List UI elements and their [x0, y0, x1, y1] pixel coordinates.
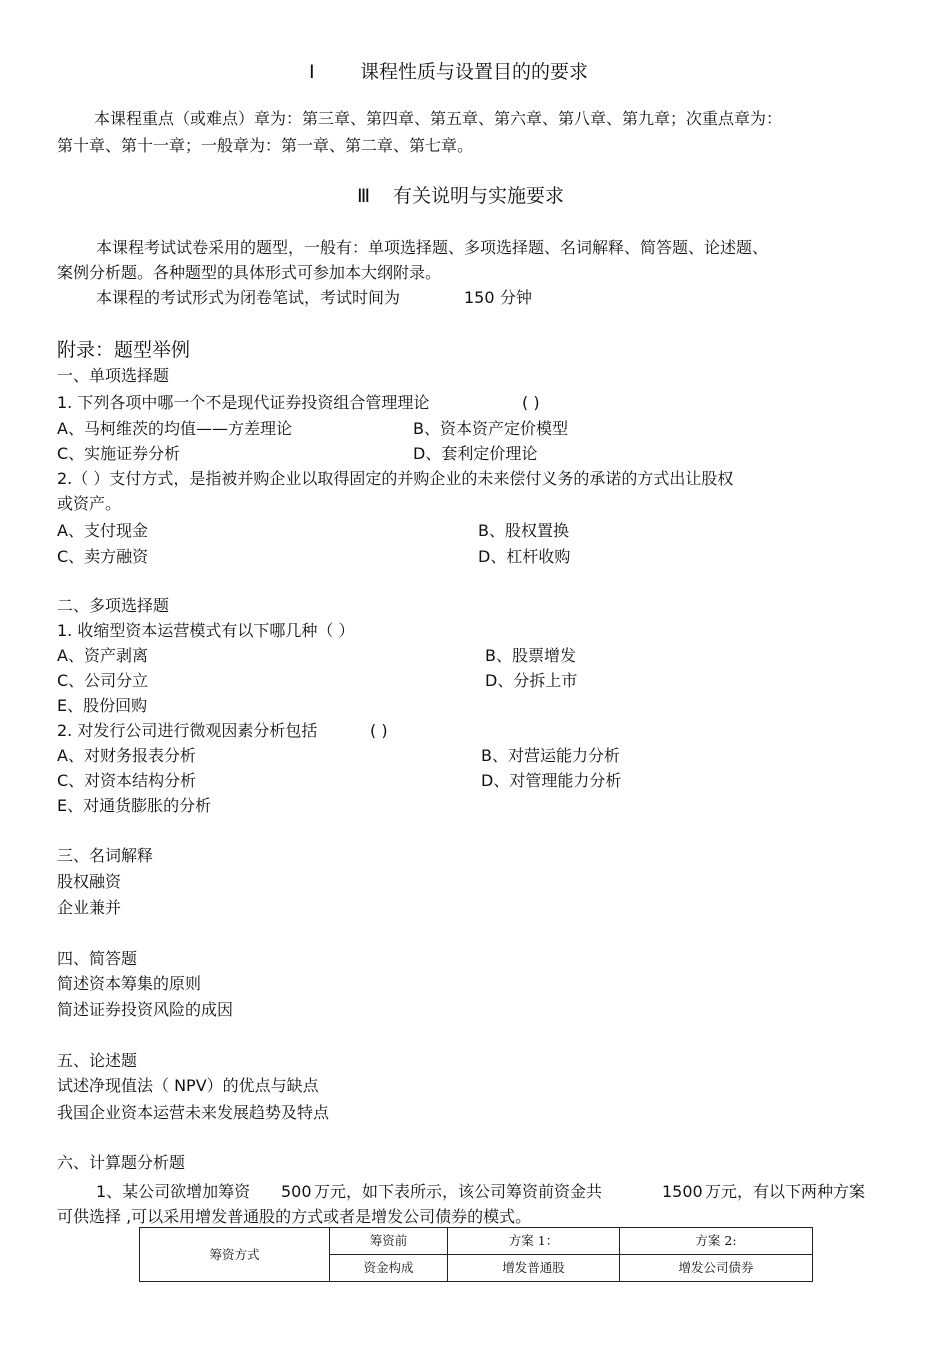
essay-heading: 五、论述题 — [57, 1051, 138, 1070]
section-1-numeral: Ⅰ — [309, 61, 315, 83]
multi-q2-option-a: A、对财务报表分析 — [57, 746, 196, 765]
section-3-para1-line2: 案例分析题。各种题型的具体形式可参加本大纲附录。 — [57, 263, 442, 282]
multi-q2-option-e: E、对通货膨胀的分析 — [57, 796, 212, 815]
calc-q1-amount1: 500 — [281, 1182, 312, 1201]
multi-q1-option-b: B、股票增发 — [485, 646, 576, 665]
calc-heading: 六、计算题分析题 — [57, 1153, 186, 1172]
section-1-title: 课程性质与设置目的的要求 — [360, 61, 589, 83]
calc-q1-amount2: 1500 — [662, 1182, 703, 1201]
section-1-para-line1: 本课程重点（或难点）章为：第三章、第四章、第五章、第六章、第八章、第九章；次重点章为： — [94, 109, 783, 128]
calc-q1-line2: 可供选择 ,可以采用增发普通股的方式或者是增发公司债券的模式。 — [57, 1207, 532, 1226]
calc-q1-line1-c: 万元，有以下两种方案 — [705, 1182, 866, 1201]
table-header-financing-method: 筹资方式 — [140, 1228, 330, 1282]
terms-item-1: 股权融资 — [57, 872, 122, 891]
multi-choice-heading: 二、多项选择题 — [57, 596, 170, 615]
single-q1-option-a: A、马柯维茨的均值——方差理论 — [57, 419, 292, 438]
multi-q1-option-c: C、公司分立 — [57, 671, 149, 690]
table-header-plan1-bottom: 增发普通股 — [448, 1255, 620, 1282]
multi-q1-option-e: E、股份回购 — [57, 696, 148, 715]
essay-item-2: 我国企业资本运营未来发展趋势及特点 — [57, 1103, 330, 1122]
multi-q2-text: 2. 对发行公司进行微观因素分析包括 — [57, 721, 318, 740]
table-header-plan2-bottom: 增发公司债券 — [620, 1255, 813, 1282]
single-q2-option-b: B、股权置换 — [478, 521, 569, 540]
section-3-minutes-unit: 分钟 — [500, 288, 533, 307]
single-q2-option-a: A、支付现金 — [57, 521, 148, 540]
single-q2-line1: 2.（ ）支付方式，是指被并购企业以取得固定的并购企业的未来偿付义务的承诺的方式出让股权 — [57, 469, 734, 488]
multi-q2-option-d: D、对管理能力分析 — [481, 771, 622, 790]
single-q1-text: 1. 下列各项中哪一个不是现代证券投资组合管理理论 — [57, 393, 430, 412]
section-3-title: 有关说明与实施要求 — [393, 185, 565, 207]
calc-q1-line1-b: 万元，如下表所示，该公司筹资前资金共 — [314, 1182, 603, 1201]
section-3-numeral: Ⅲ — [357, 185, 371, 207]
multi-q1-text: 1. 收缩型资本运营模式有以下哪几种（ ） — [57, 621, 355, 640]
single-q2-option-c: C、卖方融资 — [57, 547, 149, 566]
single-q1-option-d: D、套利定价理论 — [413, 444, 538, 463]
short-answer-item-1: 简述资本筹集的原则 — [57, 974, 202, 993]
multi-q2-blank: ( ) — [370, 721, 388, 740]
terms-item-2: 企业兼并 — [57, 898, 122, 917]
multi-q2-option-c: C、对资本结构分析 — [57, 771, 197, 790]
table-header-plan2-top: 方案 2: — [620, 1228, 813, 1255]
short-answer-item-2: 简述证券投资风险的成因 — [57, 1000, 234, 1019]
terms-heading: 三、名词解释 — [57, 846, 154, 865]
section-3-para1-line1: 本课程考试试卷采用的题型，一般有：单项选择题、多项选择题、名词解释、简答题、论述题、 — [96, 238, 769, 257]
single-q1-option-c: C、实施证券分析 — [57, 444, 181, 463]
table-header-plan1-top: 方案 1： — [448, 1228, 620, 1255]
section-3-para2: 本课程的考试形式为闭卷笔试，考试时间为 — [96, 288, 401, 307]
single-q1-blank: ( ) — [522, 393, 540, 412]
multi-q2-option-b: B、对营运能力分析 — [481, 746, 620, 765]
short-answer-heading: 四、简答题 — [57, 949, 138, 968]
multi-q1-option-d: D、分拆上市 — [485, 671, 578, 690]
financing-table — [139, 1227, 813, 1282]
table-row — [140, 1228, 813, 1255]
single-q1-option-b: B、资本资产定价模型 — [413, 419, 568, 438]
essay-item-1: 试述净现值法（ NPV）的优点与缺点 — [57, 1076, 319, 1095]
single-q2-option-d: D、杠杆收购 — [478, 547, 571, 566]
appendix-title: 附录：题型举例 — [57, 339, 191, 361]
single-q2-line2: 或资产。 — [57, 494, 122, 513]
table-header-before-top: 筹资前 — [330, 1228, 448, 1255]
table-header-before-bottom: 资金构成 — [330, 1255, 448, 1282]
section-3-minutes: 150 — [464, 288, 495, 307]
calc-q1-line1-a: 1、某公司欲增加筹资 — [96, 1182, 251, 1201]
section-1-para-line2: 第十章、第十一章；一般章为：第一章、第二章、第七章。 — [57, 136, 474, 155]
single-choice-heading: 一、单项选择题 — [57, 366, 170, 385]
multi-q1-option-a: A、资产剥离 — [57, 646, 148, 665]
